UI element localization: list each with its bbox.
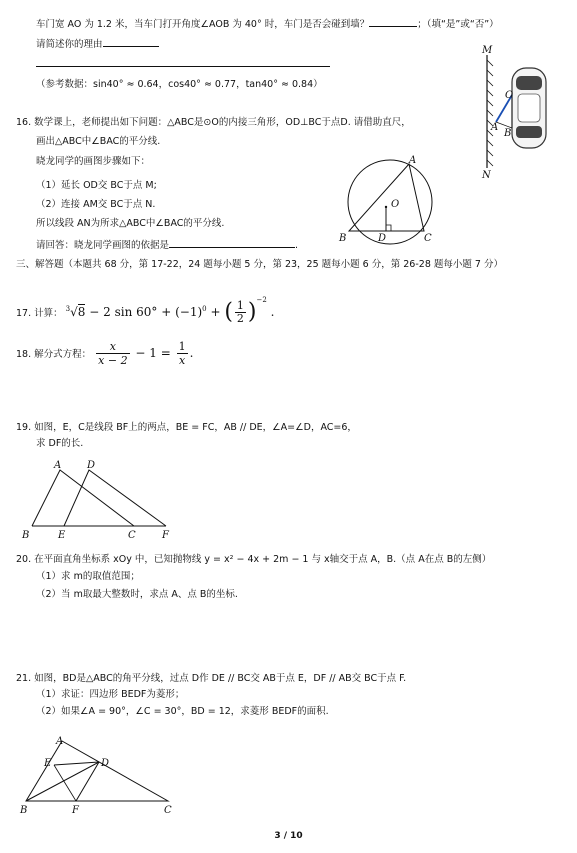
label-a: A — [491, 122, 499, 133]
q21-line3: （2）如果∠A = 90°，∠C = 30°，BD = 12，求菱形 BEDF的面积. — [36, 706, 329, 717]
label-b: B — [504, 128, 512, 139]
label-a: A — [409, 155, 417, 166]
label-d: D — [87, 460, 96, 471]
q15-reason-blank[interactable] — [103, 35, 159, 47]
q15-line2: 请简述你的理由 — [36, 35, 159, 52]
label-e: E — [44, 758, 52, 769]
q21-line1: 21. 如图，BD是△ABC的角平分线，过点 D作 DE // BC交 AB于点 E，DF // AB交 BC于点 F. — [16, 673, 407, 684]
q15-reference: （参考数据：sin40° ≈ 0.64，cos40° ≈ 0.77，tan40° ≈ 0.84） — [36, 79, 323, 90]
q17-expression: $^3$√8 − 2 $\sin 60^\circ + (-1)^0$ + ( $\frac{1}{2}$ )$^{-2}$ . — [65, 296, 275, 325]
label-b: B — [22, 530, 30, 541]
q18: 18. 解分式方程： $\frac{x}{x - 2}$ − 1 = $\frac{1}{x}$ . — [16, 340, 194, 367]
q20-line3: （2）当 m取最大整数时，求点 A、点 B的坐标. — [36, 589, 238, 600]
q15-figure — [460, 40, 570, 180]
q19-line1: 19. 如图，E，C是线段 BF上的两点，BE = FC，AB // DE，∠A=∠D，AC=6， — [16, 422, 357, 433]
label-m: M — [482, 45, 493, 56]
label-f: F — [162, 530, 169, 541]
q15-line1: 车门宽 AO 为 1.2 米，当车门打开角度∠AOB 为 40° 时，车门是否会碰到墙？ ；（填“是”或“否”） — [36, 15, 499, 32]
q19-figure — [20, 458, 180, 542]
q17: 17. 计算： $^3$√8 − 2 $\sin 60^\circ + (-1)^0$ + ( $\frac{1}{2}$ )$^{-2}$ . — [16, 296, 275, 325]
q16-step4: 请回答：晓龙同学画图的依据是 . — [36, 236, 298, 253]
q21-line2: （1）求证：四边形 BEDF为菱形； — [36, 689, 185, 700]
q16-line2: 画出△ABC中∠BAC的平分线. — [36, 136, 161, 147]
label-n: N — [482, 170, 491, 181]
label-e: E — [58, 530, 66, 541]
label-o: O — [391, 199, 400, 210]
label-o: O — [505, 90, 514, 101]
label-a: A — [54, 460, 62, 471]
label-d: D — [378, 233, 387, 244]
q20-line2: （1）求 m的取值范围； — [36, 571, 140, 582]
label-a: A — [56, 736, 64, 747]
label-d: D — [101, 758, 110, 769]
q16-step3: 所以线段 AN为所求△ABC中∠BAC的平分线. — [36, 218, 225, 229]
label-b: B — [20, 805, 28, 816]
q19-line2: 求 DF的长. — [36, 438, 84, 449]
q16-line3: 晓龙同学的画图步骤如下： — [36, 156, 151, 167]
label-c: C — [128, 530, 136, 541]
page-number: 3 / 10 — [274, 831, 303, 841]
q18-equation: $\frac{x}{x - 2}$ − 1 = $\frac{1}{x}$ . — [98, 340, 194, 367]
label-c: C — [164, 805, 172, 816]
q16-step1: （1）延长 OD交 BC于点 M; — [36, 180, 157, 191]
section3-header: 三、解答题（本题共 68 分，第 17-22，24 题每小题 5 分，第 23，25 题每小题 6 分，第 26-28 题每小题 7 分） — [16, 259, 503, 270]
q16-figure — [335, 155, 445, 250]
q20-line1: 20. 在平面直角坐标系 xOy 中，已知抛物线 y = x² − 4x + 2m − 1 与 x轴交于点 A，B.（点 A在点 B的左侧） — [16, 554, 492, 565]
q15-reason-line[interactable] — [36, 66, 330, 67]
q15-answer-blank[interactable] — [369, 15, 417, 27]
q21-figure — [18, 735, 178, 819]
label-f: F — [72, 805, 79, 816]
label-b: B — [339, 233, 347, 244]
q16-line1: 16. 数学课上，老师提出如下问题：△ABC是⊙O的内接三角形，OD⊥BC于点D. 请借助直尺， — [16, 117, 411, 128]
label-c: C — [424, 233, 432, 244]
q16-step2: （2）连接 AM交 BC于点 N. — [36, 199, 156, 210]
q16-answer-blank[interactable] — [169, 236, 295, 248]
